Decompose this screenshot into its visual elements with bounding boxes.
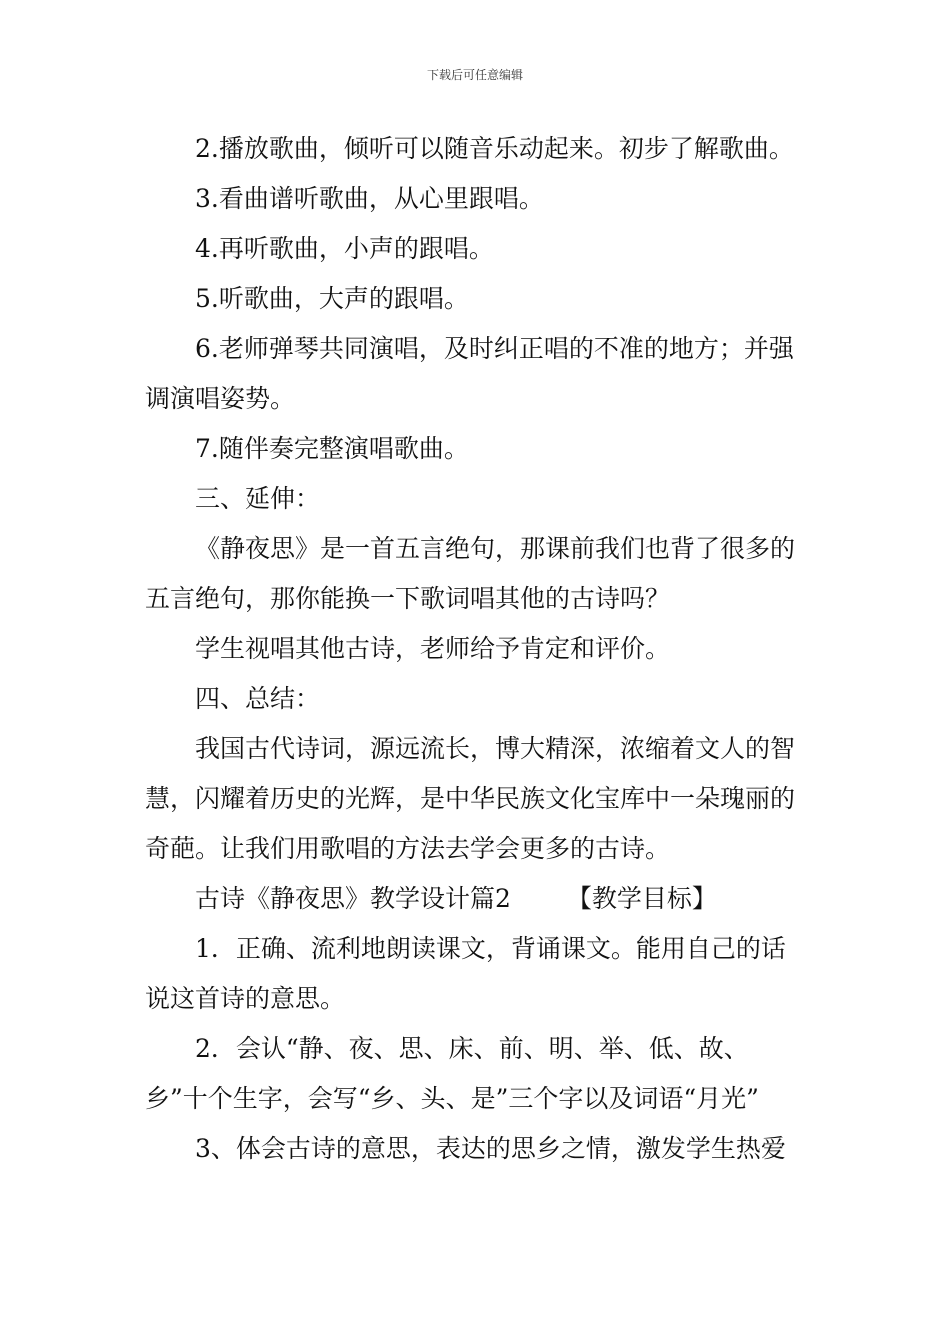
- section-summary-heading: 四、总结：: [195, 684, 321, 713]
- page-header-note: 下载后可任意编辑: [426, 68, 523, 82]
- extension-paragraph: 《静夜思》是一首五言绝句，那课前我们也背了很多的五言绝句，那你能换一下歌词唱其他的古诗吗？: [145, 534, 796, 613]
- lesson-plan-2-title-line: [145, 874, 810, 924]
- lesson-plan-2-title: 古诗《静夜思》教学设计篇2: [195, 884, 511, 913]
- step-7-paragraph: 7.随伴奏完整演唱歌曲。: [195, 434, 469, 463]
- summary-paragraph: 我国古代诗词，源远流长，博大精深，浓缩着文人的智慧，闪耀着历史的光辉，是中华民族文化宝库中一朵瑰丽的奇葩。让我们用歌唱的方法去学会更多的古诗。: [145, 734, 796, 863]
- step-2-paragraph: 2.播放歌曲，倾听可以随音乐动起来。初步了解歌曲。: [195, 134, 794, 163]
- step-3-paragraph: 3.看曲谱听歌曲，从心里跟唱。: [195, 184, 544, 213]
- step-4-paragraph: 4.再听歌曲，小声的跟唱。: [195, 234, 494, 263]
- teaching-goals-heading: 【教学目标】: [566, 884, 717, 913]
- step-6-paragraph: 6.老师弹琴共同演唱，及时纠正唱的不准的地方；并强调演唱姿势。: [145, 334, 794, 413]
- student-practice-paragraph: 学生视唱其他古诗，老师给予肯定和评价。: [195, 634, 671, 663]
- document-body: [145, 124, 810, 1174]
- goal-2-paragraph: 2．会认“静、夜、思、床、前、明、举、低、故、乡”十个生字，会写“乡、头、是”三个字以及词语“月光”: [145, 1034, 759, 1113]
- step-5-paragraph: 5.听歌曲，大声的跟唱。: [195, 284, 469, 313]
- goal-3-paragraph: 3、体会古诗的意思，表达的思乡之情，激发学生热爱: [195, 1134, 786, 1163]
- goal-1-paragraph: 1．正确、流利地朗读课文，背诵课文。能用自己的话说这首诗的意思。: [145, 934, 786, 1013]
- section-extension-heading: 三、延伸：: [195, 484, 321, 513]
